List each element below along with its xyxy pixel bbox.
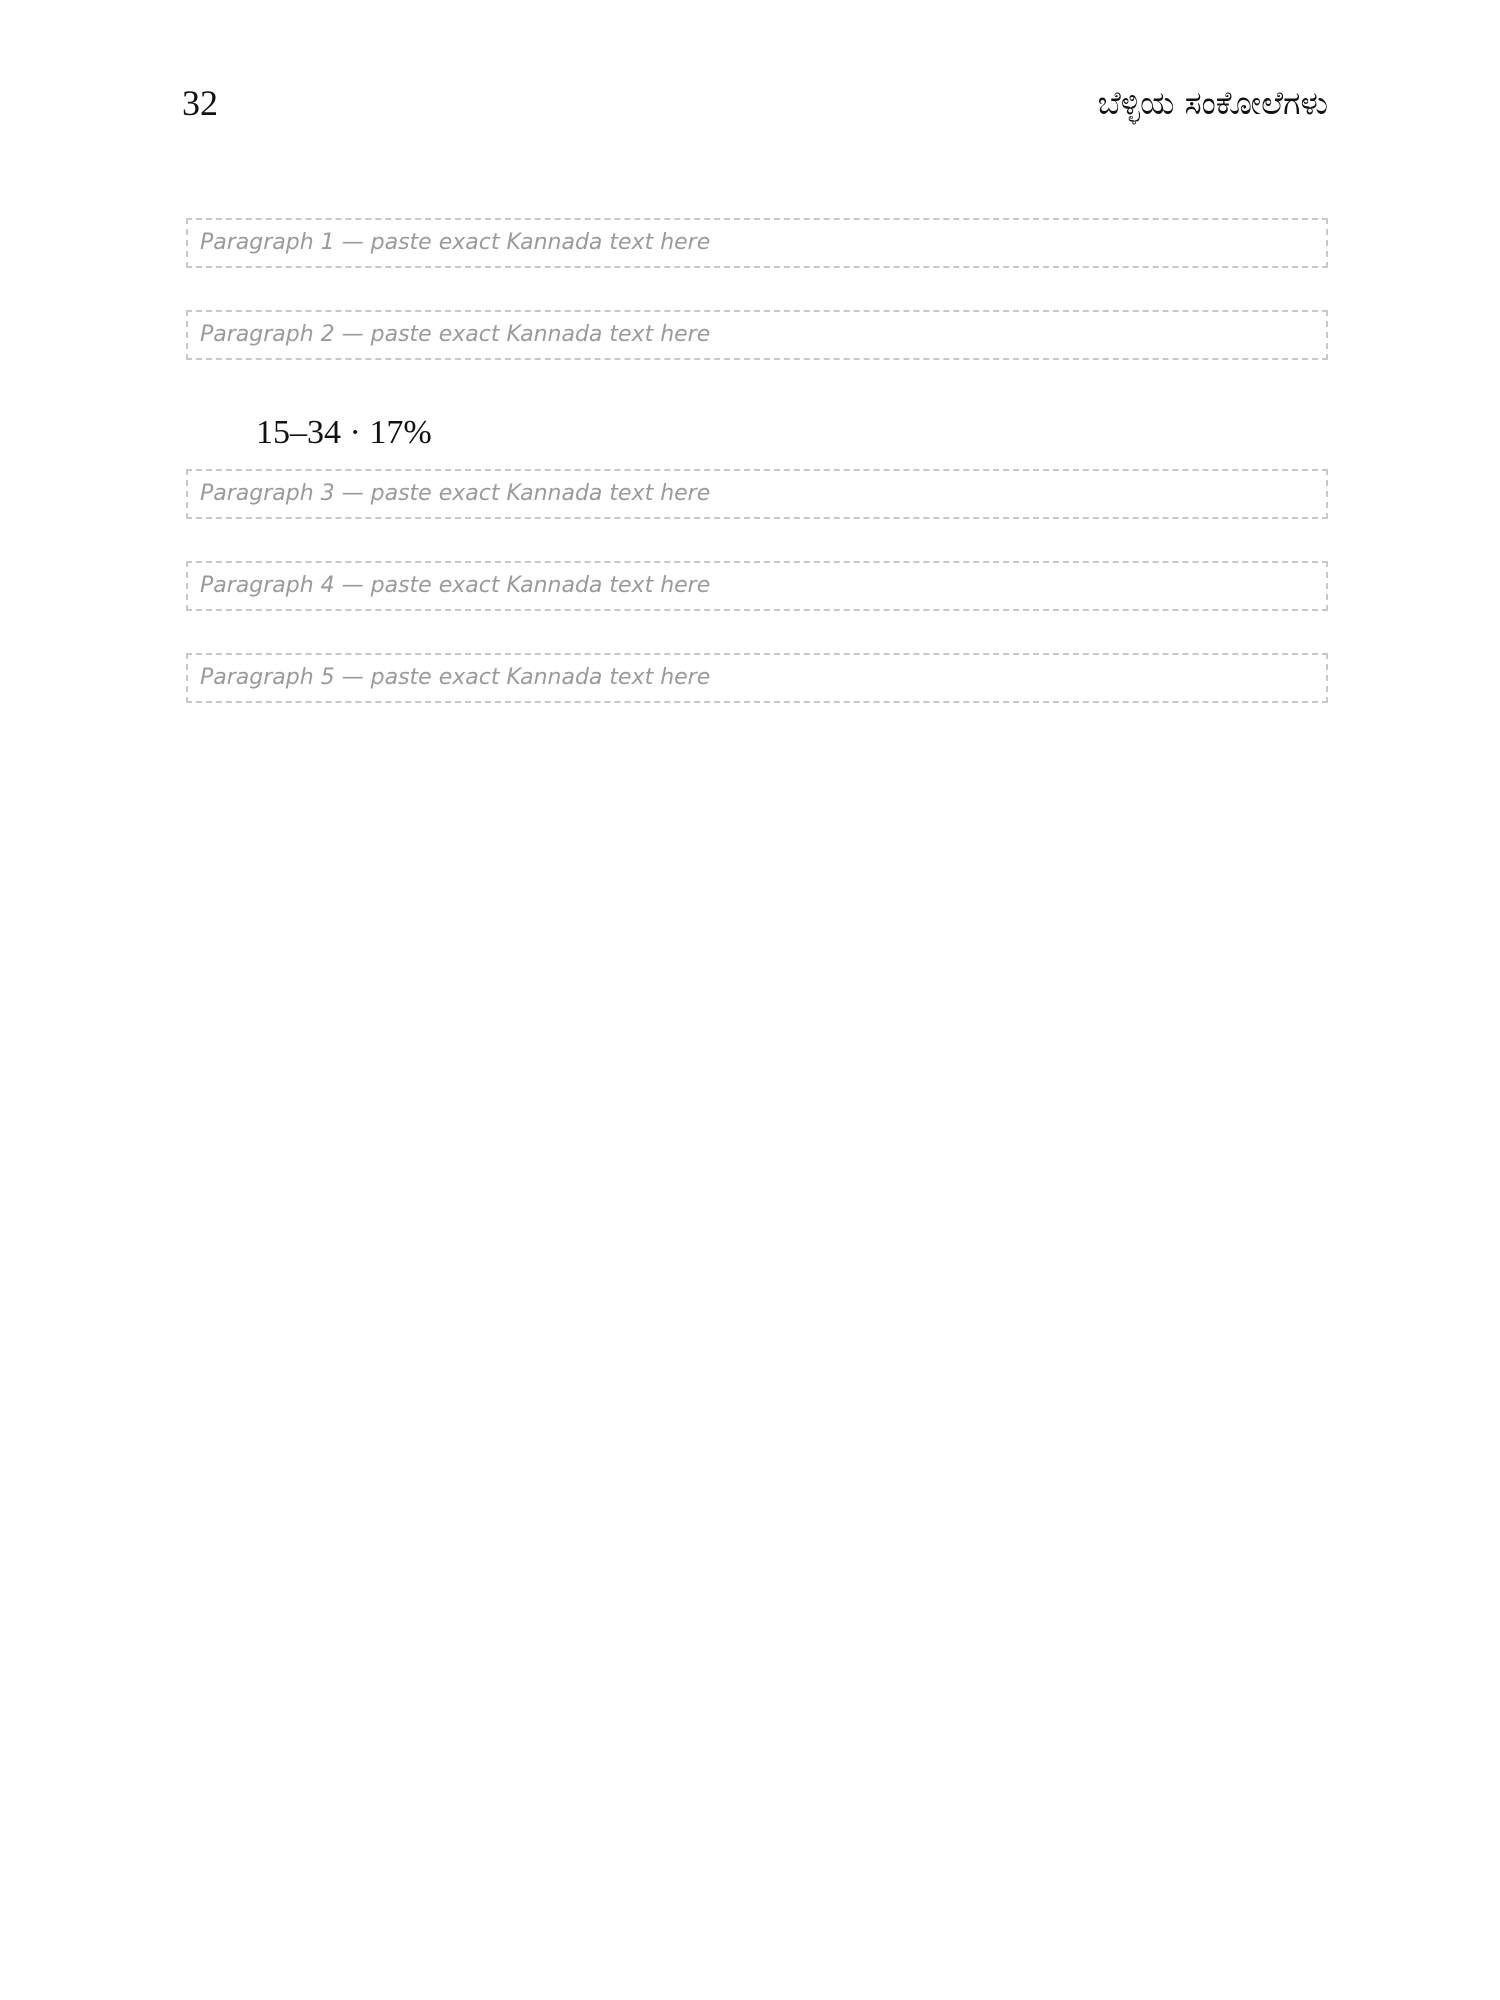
paragraph-2-placeholder: Paragraph 2 — paste exact Kannada text here bbox=[186, 310, 1328, 360]
paragraph-3 bbox=[186, 402, 1328, 519]
paragraph-3-figures: 15–34 · 17% bbox=[256, 414, 432, 451]
paragraph-2 bbox=[186, 310, 1328, 360]
paragraph-5 bbox=[186, 653, 1328, 703]
body-text bbox=[186, 212, 1328, 745]
paragraph-1-placeholder: Paragraph 1 — paste exact Kannada text here bbox=[186, 218, 1328, 268]
paragraph-5-placeholder: Paragraph 5 — paste exact Kannada text here bbox=[186, 653, 1328, 703]
paragraph-3-placeholder: Paragraph 3 — paste exact Kannada text here bbox=[186, 469, 1328, 519]
paragraph-4 bbox=[186, 561, 1328, 611]
page-number: 32 bbox=[182, 83, 218, 123]
paragraph-1 bbox=[186, 218, 1328, 268]
paragraph-4-placeholder: Paragraph 4 — paste exact Kannada text here bbox=[186, 561, 1328, 611]
running-head: ಬೆಳ್ಳಿಯ ಸಂಕೋಲೆಗಳು bbox=[1097, 84, 1328, 122]
